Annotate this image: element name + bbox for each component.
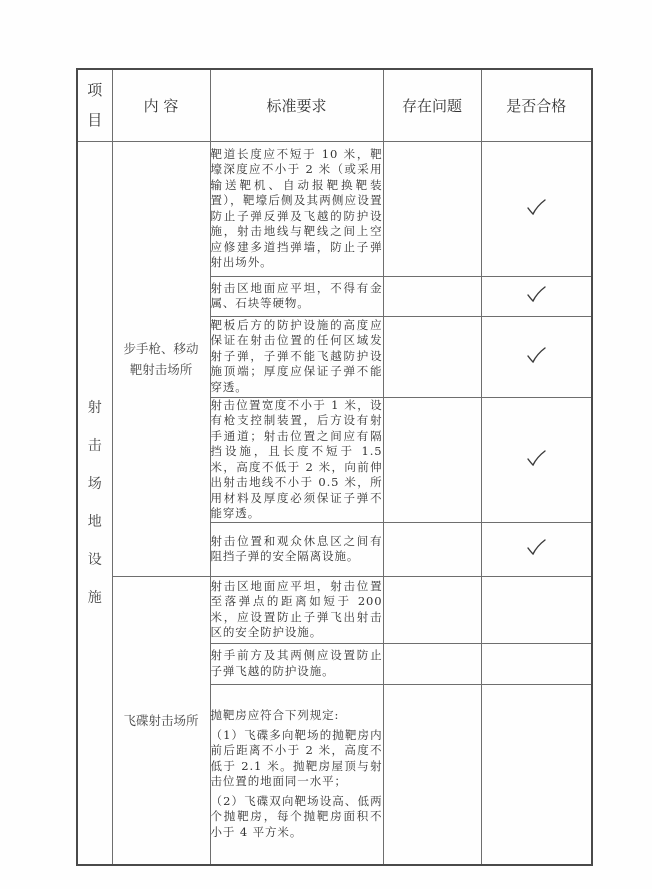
issue-cell[interactable] [383,276,481,316]
issue-cell[interactable] [383,684,481,865]
issue-cell[interactable] [383,141,481,276]
qualified-cell[interactable] [481,576,592,643]
qualified-cell[interactable] [481,316,592,397]
requirement-text: 抛靶房应符合下列规定: [210,708,340,723]
category-char: 射 [87,399,102,416]
requirement-text: 射击区地面应平坦，不得有金属、石块等硬物。 [210,280,383,310]
requirement-cell [210,684,383,865]
requirement-text: 射击位置和观众休息区之间有阻挡子弹的安全隔离设施。 [210,533,383,563]
checkmark-icon [525,346,547,364]
table-row [77,576,592,643]
checkmark-icon [525,285,547,303]
category-char: 击 [87,437,102,454]
requirement-cell [210,576,383,643]
requirement-cell [210,643,383,684]
checkmark-icon [525,538,547,556]
category-char: 施 [87,589,102,606]
qualified-cell[interactable] [481,141,592,276]
header-item-char: 目 [87,111,103,130]
requirement-text: 射击区地面应平坦，射击位置至落弹点的距离如短于 200 米，应设置防止子弹飞出射击区的安全防护设施。 [210,578,383,639]
checkmark-icon [525,449,547,467]
header-item-char: 项 [87,81,103,100]
header-issues: 存在问题 [383,69,481,141]
category-cell [77,141,112,865]
qualified-cell[interactable] [481,684,592,865]
inspection-table [76,68,593,866]
requirement-text: 射击位置宽度不小于 1 米，设有枪支控制装置，后方设有射手通道；射击位置之间应有隔挡设施，且长度不短于 1.5 米，高度不低于 2 米，向前伸出射击地线不小于 0.5 米，所用材料及厚度必须保证子弹不能穿透。 [210,397,383,520]
header-standard: 标准要求 [210,69,383,141]
requirement-text: 射手前方及其两侧应设置防止子弹飞越的防护设施。 [210,648,383,678]
qualified-cell[interactable] [481,397,592,522]
requirement-text: （2）飞碟双向靶场设高、低两个抛靶房，每个抛靶房面积不小于 4 平方米。 [210,793,383,839]
group-name-line: 步手枪、移动 [123,340,199,356]
requirement-cell [210,397,383,522]
table-row [77,141,592,276]
header-row [77,69,592,141]
header-content: 内 容 [112,69,210,141]
group-name-line: 靶射击场所 [129,361,193,377]
issue-cell[interactable] [383,643,481,684]
group-name-rifle-pistol [112,141,210,576]
requirement-cell [210,276,383,316]
category-char: 地 [87,513,102,530]
header-item [77,69,112,141]
header-qualified: 是否合格 [481,69,592,141]
category-char: 场 [87,475,102,492]
issue-cell[interactable] [383,522,481,576]
issue-cell[interactable] [383,316,481,397]
group-name-skeet [112,576,210,865]
qualified-cell[interactable] [481,522,592,576]
group-name-line: 飞碟射击场所 [123,712,199,728]
category-char: 设 [87,551,102,568]
requirement-cell [210,141,383,276]
issue-cell[interactable] [383,397,481,522]
issue-cell[interactable] [383,576,481,643]
requirement-text: 靶道长度应不短于 10 米，靶壕深度应不小于 2 米（或采用输送靶机、自动报靶换靶装置），靶壕后侧及其两侧应设置防止子弹反弹及飞越的防护设施，射击地线与靶线之间上空应修建多道挡弹墙，防止子弹射出场外。 [210,146,383,269]
requirement-text: 靶板后方的防护设施的高度应保证在射击位置的任何区域发射子弹，子弹不能飞越防护设施顶端；厚度应保证子弹不能穿透。 [210,317,383,394]
checkmark-icon [525,198,547,216]
requirement-cell [210,316,383,397]
qualified-cell[interactable] [481,276,592,316]
qualified-cell[interactable] [481,643,592,684]
requirement-cell [210,522,383,576]
requirement-text: （1）飞碟多向靶场的抛靶房内前后距离不小于 2 米，高度不低于 2.1 米。抛靶房屋顶与射击位置的地面同一水平； [210,727,383,789]
